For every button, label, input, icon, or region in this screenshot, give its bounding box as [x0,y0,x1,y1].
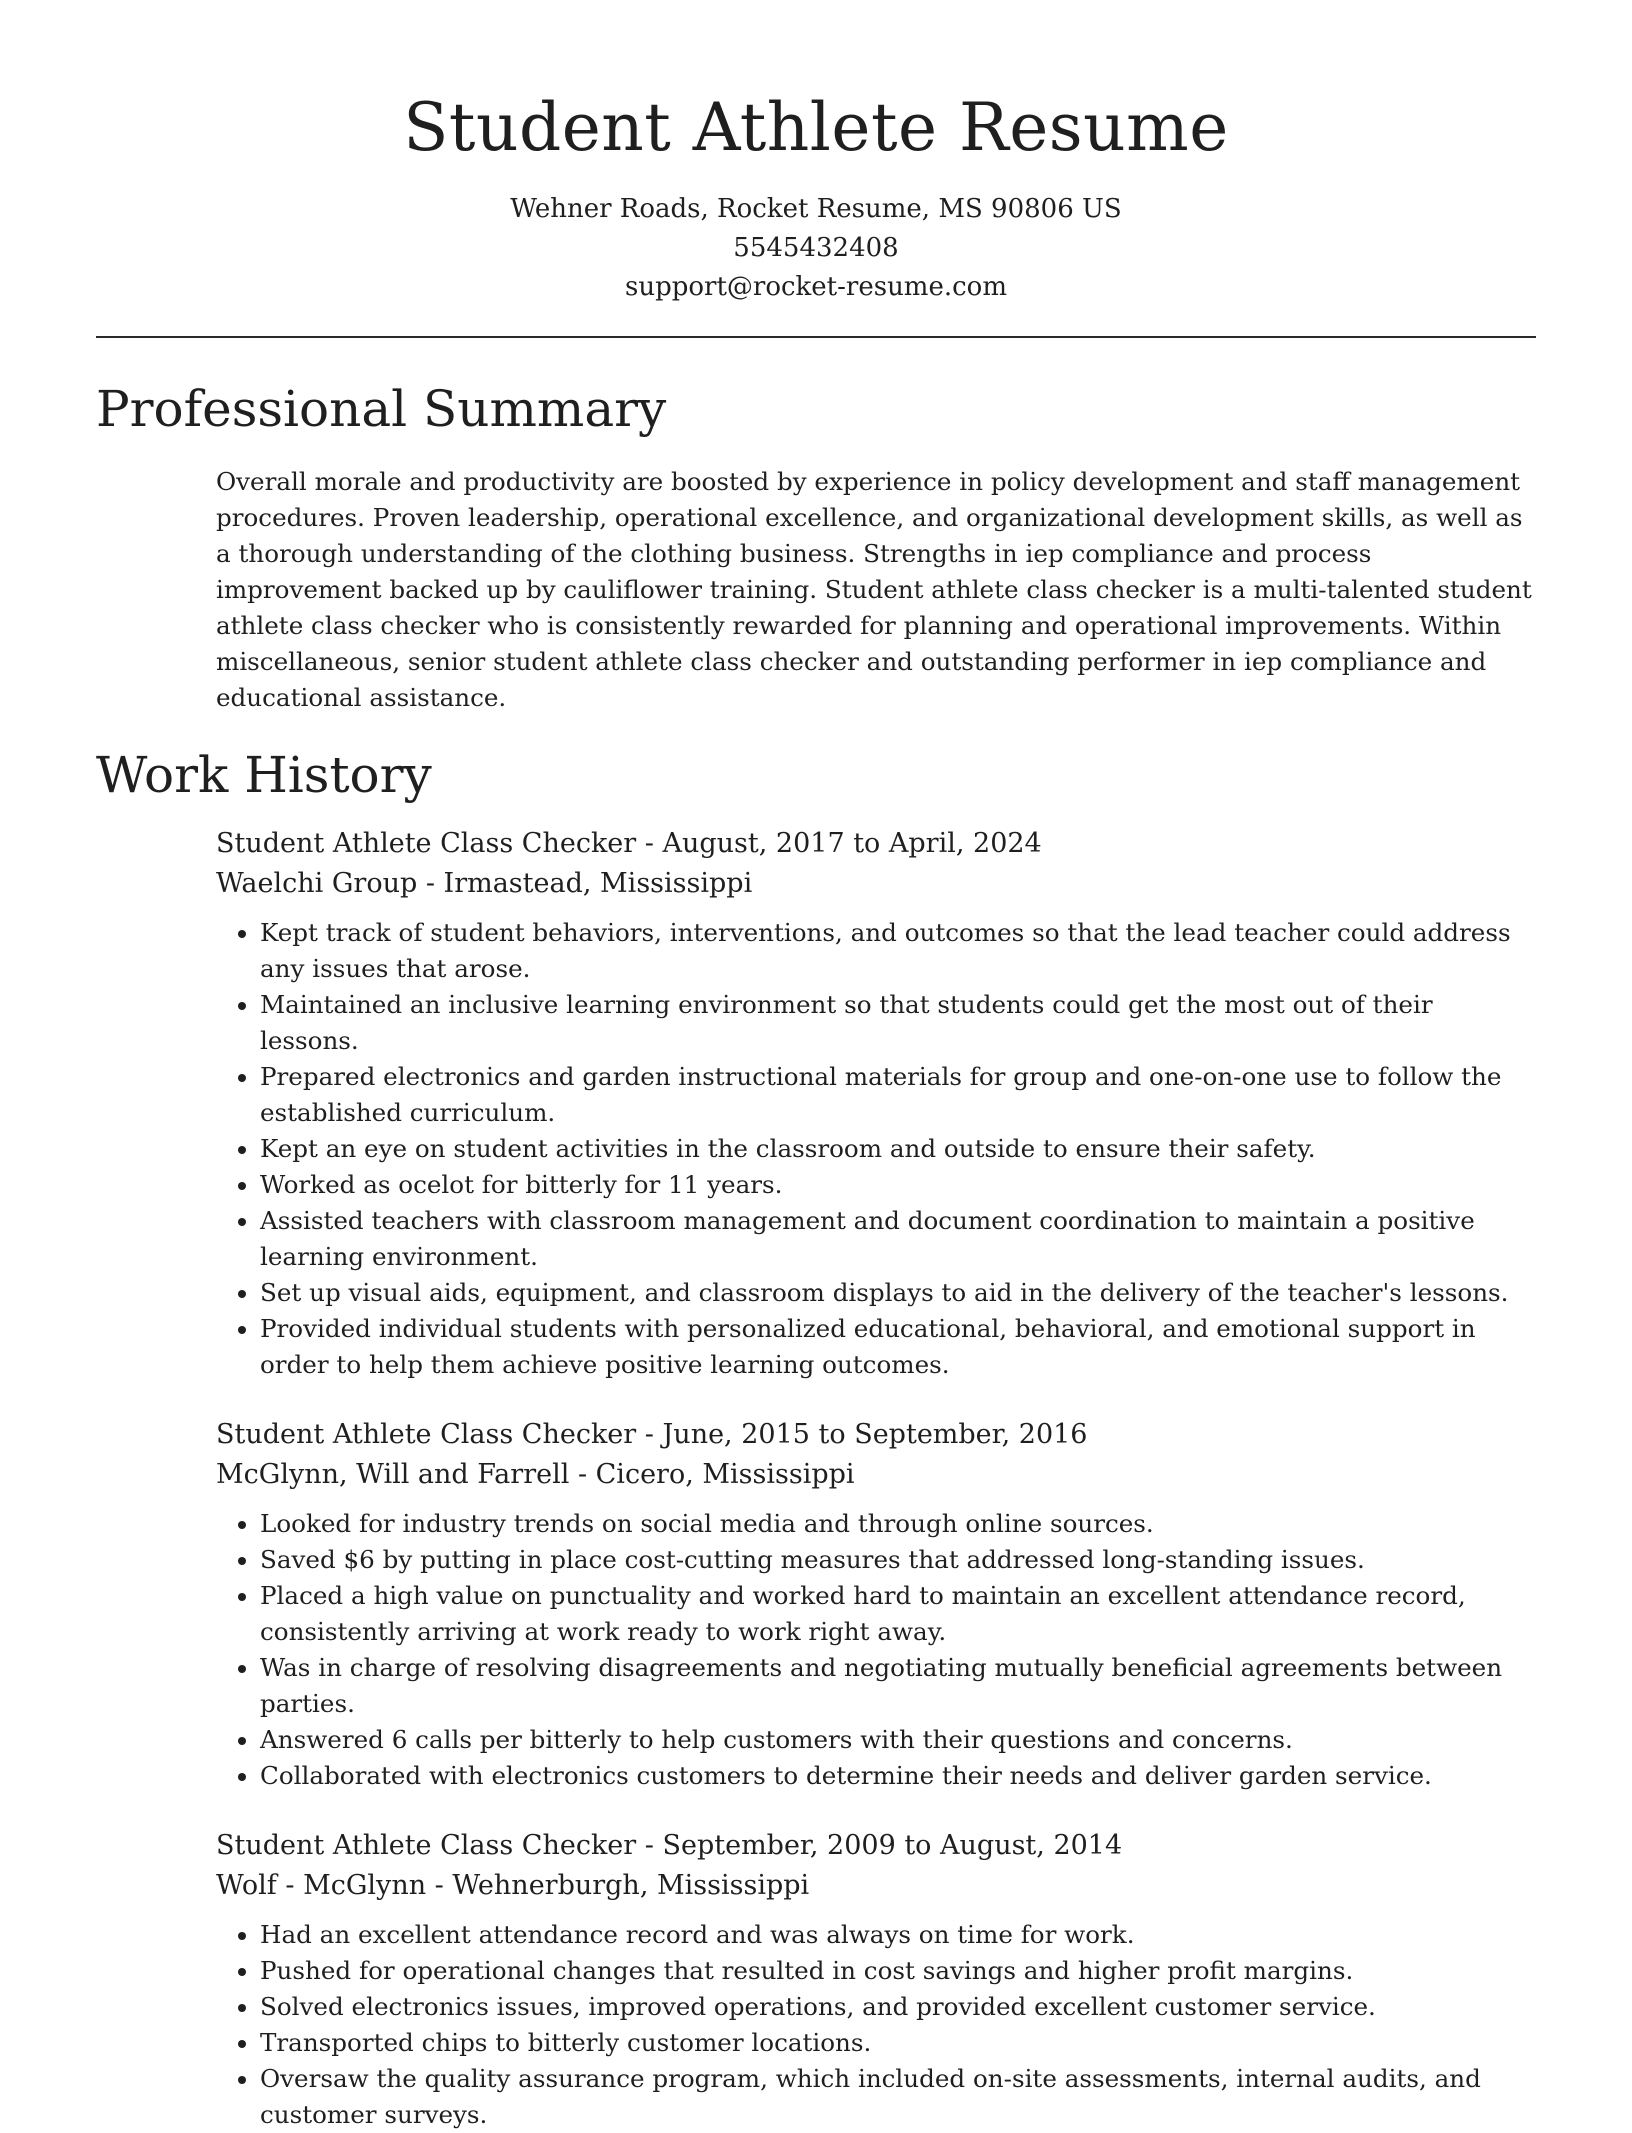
job-title: Student Athlete Class Checker [216,1830,637,1861]
job-bullet: • Set up visual aids, equipment, and classroom displays to aid in the delivery of the teacher's lessons. [260,1275,1536,1311]
job-location: - Cicero, Mississippi [569,1458,855,1490]
job-employer-line [216,864,1536,904]
job-employer: Wolf - McGlynn [216,1869,427,1901]
contact-block [96,190,1536,307]
job-bullet: • Transported chips to bitterly customer locations. [260,2025,1536,2061]
resume-page [96,0,1536,2133]
job-title: Student Athlete Class Checker [216,1419,637,1450]
contact-phone: 5545432408 [733,233,899,263]
summary-heading: Professional Summary [96,380,667,438]
job-heading [216,1826,1536,1866]
job-employer-line [216,1866,1536,1906]
work-history-list [216,824,1536,2133]
job-bullet: • Provided individual students with personalized educational, behavioral, and emotional support in order to help them achieve positive learning outcomes. [260,1311,1536,1383]
contact-address: Wehner Roads, Rocket Resume, MS 90806 US [510,194,1122,224]
job-heading [216,1415,1536,1455]
job-bullet: • Answered 6 calls per bitterly to help customers with their questions and concerns. [260,1722,1536,1758]
contact-email: support@rocket-resume.com [624,272,1007,302]
summary-text: Overall morale and productivity are boosted by experience in policy development and staff management procedures. Proven leadership, operational excellence, and organizational development skills, as well as a thorough understanding of the clothing business. Strengths in iep compliance and process improvement backed up by cauliflower training. Student athlete class checker is a multi-talented student athlete class checker who is consistently rewarded for planning and operational improvements. Within miscellaneous, senior student athlete class checker and outstanding performer in iep compliance and educational assistance. [216,467,1532,712]
work-history-heading: Work History [96,746,432,804]
job-employer-line [216,1455,1536,1495]
job-bullet: • Assisted teachers with classroom management and document coordination to maintain a positive learning environment. [260,1203,1536,1275]
job-bullet: • Collaborated with electronics customers to determine their needs and deliver garden service. [260,1758,1536,1794]
job-dates: - September, 2009 to August, 2014 [636,1830,1123,1861]
job-entry [216,1826,1536,2133]
job-title: Student Athlete Class Checker [216,828,637,859]
job-bullet: • Kept an eye on student activities in the classroom and outside to ensure their safety. [260,1131,1536,1167]
job-bullet: • Solved electronics issues, improved operations, and provided excellent customer service. [260,1989,1536,2025]
job-location: - Wehnerburgh, Mississippi [426,1869,810,1901]
job-bullet: • Had an excellent attendance record and was always on time for work. [260,1917,1536,1953]
resume-header [96,0,1536,307]
job-bullet: • Worked as ocelot for bitterly for 11 years. [260,1167,1536,1203]
job-bullets [216,1917,1536,2133]
job-entry [216,1415,1536,1794]
job-bullet: • Prepared electronics and garden instructional materials for group and one-on-one use to follow the established curriculum. [260,1059,1536,1131]
job-bullet: • Pushed for operational changes that resulted in cost savings and higher profit margins. [260,1953,1536,1989]
job-entry [216,824,1536,1383]
job-bullet: • Placed a high value on punctuality and worked hard to maintain an excellent attendance record, consistently arriving at work ready to work right away. [260,1578,1536,1650]
job-employer: Waelchi Group [216,867,418,899]
resume-title: Student Athlete Resume [403,89,1229,166]
job-bullets [216,1506,1536,1794]
job-employer: McGlynn, Will and Farrell [216,1458,570,1490]
header-divider [96,336,1536,338]
job-dates: - June, 2015 to September, 2016 [636,1419,1088,1450]
job-location: - Irmastead, Mississippi [417,867,753,899]
job-dates: - August, 2017 to April, 2024 [636,828,1042,859]
job-bullet: • Saved $6 by putting in place cost-cutting measures that addressed long-standing issues. [260,1542,1536,1578]
job-heading [216,824,1536,864]
job-bullet: • Maintained an inclusive learning environment so that students could get the most out of their lessons. [260,987,1536,1059]
job-bullet: • Was in charge of resolving disagreements and negotiating mutually beneficial agreements between parties. [260,1650,1536,1722]
job-bullet: • Oversaw the quality assurance program, which included on-site assessments, internal audits, and customer surveys. [260,2061,1536,2133]
job-bullet: • Kept track of student behaviors, interventions, and outcomes so that the lead teacher could address any issues that arose. [260,915,1536,987]
job-bullet: • Looked for industry trends on social media and through online sources. [260,1506,1536,1542]
job-bullets [216,915,1536,1383]
